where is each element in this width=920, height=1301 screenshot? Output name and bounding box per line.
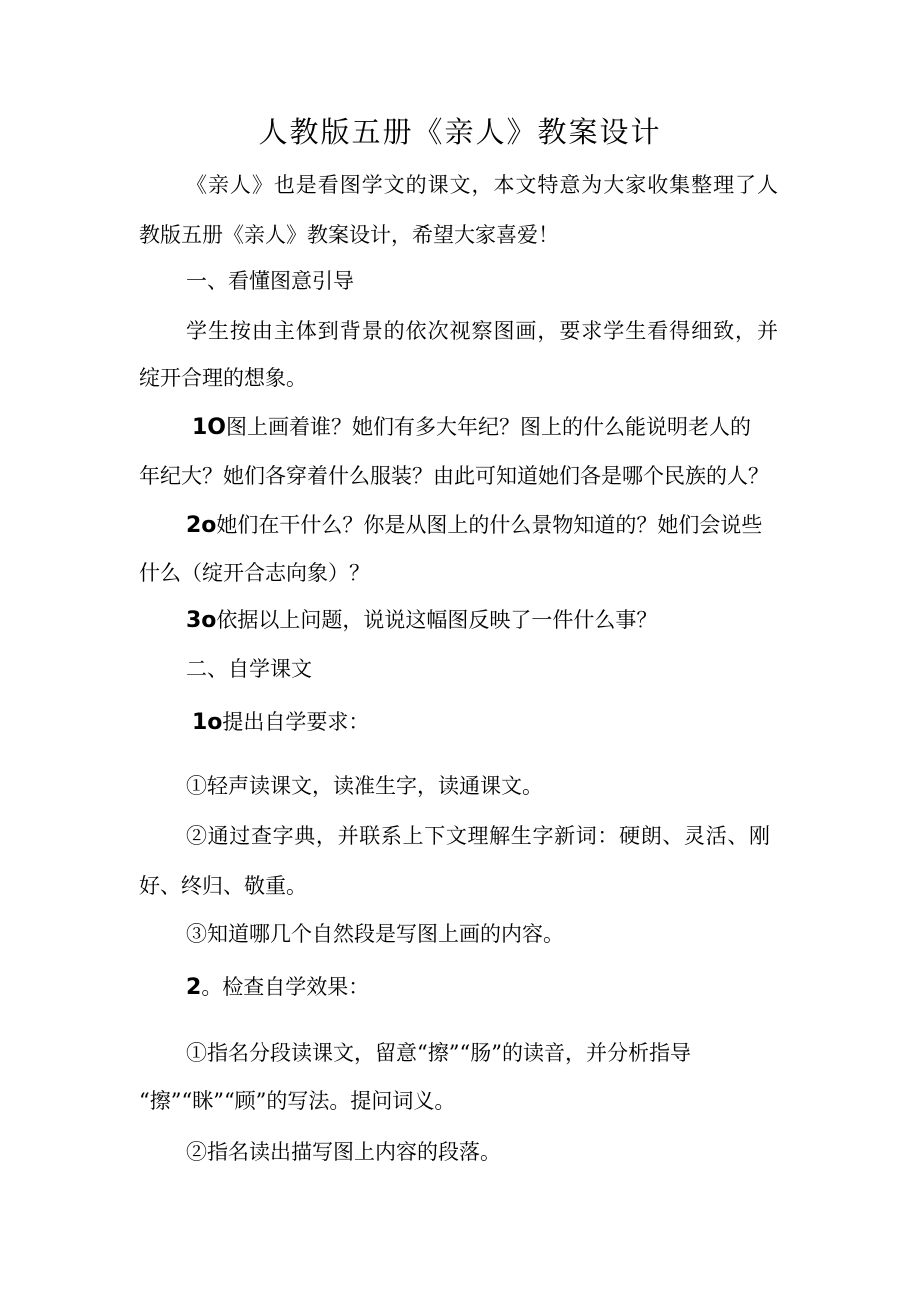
question-2-line-1	[186, 510, 762, 541]
step-2-text: 。检查自学效果：	[201, 975, 370, 999]
requirement-2-line-2: 好、终归、敬重。	[139, 874, 307, 898]
question-1-line-1	[192, 412, 751, 443]
step-2-number: 2	[186, 975, 202, 1000]
check-1-line-1: ①指名分段读课文，留意“擦”“肠”的读音，并分析指导	[186, 1041, 691, 1065]
question-2-text: 她们在干什么？你是从图上的什么景物知道的？她们会说些	[216, 513, 763, 537]
intro-line-1: 《亲人》也是看图学文的课文，本文特意为大家收集整理了人	[186, 173, 778, 197]
step-2-line	[186, 972, 369, 1003]
question-1-line-2: 年纪大？她们各穿着什么服装？由此可知道她们各是哪个民族的人？	[139, 464, 769, 488]
document-title: 人教版五册《亲人》教案设计	[258, 115, 662, 149]
requirement-1: ①轻声读课文，读准生字，读通课文。	[186, 774, 543, 798]
section1-para-line-1: 学生按由主体到背景的依次视察图画，要求学生看得细致，并	[186, 319, 778, 343]
question-3-number: 3o	[186, 608, 217, 633]
question-2-line-2: 什么（绽开合志向象）？	[139, 561, 370, 585]
step-1-line	[192, 707, 369, 738]
requirement-2-line-1: ②通过查字典，并联系上下文理解生字新词：硬朗、灵活、刚	[186, 824, 770, 848]
check-2: ②指名读出描写图上内容的段落。	[186, 1140, 501, 1164]
section1-heading: 一、看懂图意引导	[186, 269, 354, 293]
step-1-number: 1o	[192, 710, 223, 735]
check-1-line-2: “擦”“眯”“顾”的写法。提问词义。	[139, 1089, 456, 1113]
requirement-3: ③知道哪几个自然段是写图上画的内容。	[186, 922, 564, 946]
question-2-number: 2o	[186, 513, 217, 538]
intro-line-2: 教版五册《亲人》教案设计，希望大家喜爱！	[139, 223, 559, 247]
question-1-number: 1O	[192, 415, 227, 440]
question-3-line	[186, 605, 657, 636]
section1-para-line-2: 绽开合理的想象。	[139, 366, 307, 390]
step-1-text: 提出自学要求：	[222, 710, 370, 734]
question-3-text: 依据以上问题，说说这幅图反映了一件什么事？	[216, 608, 658, 632]
question-1-text: 图上画着谁？她们有多大年纪？图上的什么能说明老人的	[226, 415, 752, 439]
section2-heading: 二、自学课文	[186, 657, 312, 681]
